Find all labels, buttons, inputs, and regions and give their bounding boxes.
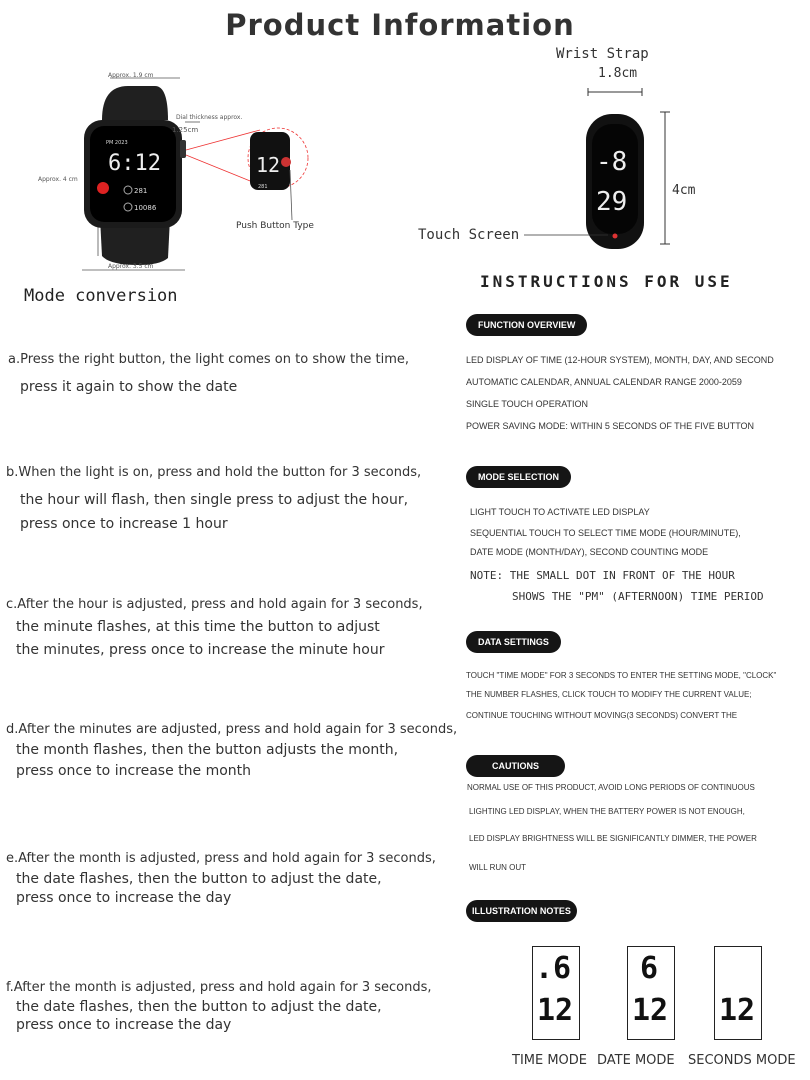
dim-bottom-label: Approx. 3.5 cm [108,263,154,270]
dim-top-label: Approx. 1.9 cm [108,72,154,79]
function-line-4: POWER SAVING MODE: WITHIN 5 SECONDS OF THE FIVE BUTTON [466,421,755,431]
mode-conversion-title: Mode conversion [24,286,178,306]
step-e [6,851,436,906]
push-button-label: Push Button Type [236,221,314,231]
step-c-line3: the minutes, press once to increase the minute hour [16,642,385,658]
band-height-label: 4cm [672,183,696,198]
step-e-line2: the date flashes, then the button to adjust the date, [16,871,382,887]
step-d-line3: press once to increase the month [16,763,252,779]
push-button-icon [281,157,291,167]
touch-screen-label: Touch Screen [418,227,520,243]
function-line-1: LED DISPLAY OF TIME (12-HOUR SYSTEM), MONTH, DAY, AND SECOND [466,355,774,365]
dim-left-label: Approx. 4 cm [38,176,78,183]
mode-label-date: DATE MODE [597,1053,675,1068]
step-c-line2: the minute flashes, at this time the button to adjust [16,619,380,635]
step-a-line2: press it again to show the date [20,379,238,395]
step-b [6,465,421,532]
watch-stat-2: 10086 [134,204,157,212]
caution-line-4: WILL RUN OUT [469,863,527,872]
caution-line-2: LIGHTING LED DISPLAY, WHEN THE BATTERY POWER IS NOT ENOUGH, [469,807,745,816]
step-b-line2: the hour will flash, then single press to adjust the hour, [20,492,409,508]
step-f [6,980,432,1033]
step-f-line2: the date flashes, then the button to adjust the date, [16,999,382,1015]
step-c [6,597,423,658]
step-d-line1: d.After the minutes are adjusted, press and hold again for 3 seconds, [6,722,458,737]
step-b-line3: press once to increase 1 hour [20,516,228,532]
band-digits-bottom: 29 [596,187,628,217]
seconds-mode-bottom: 12 [719,993,756,1028]
data-line-3: CONTINUE TOUCHING WITHOUT MOVING(3 SECONDS) CONVERT THE [466,711,738,720]
band-digits-top: -8 [596,147,628,177]
step-f-line1: f.After the month is adjusted, press and hold again for 3 seconds, [6,980,432,995]
mode-selection-badge: MODE SELECTION [466,466,571,488]
mode-label-time: TIME MODE [512,1053,588,1068]
function-line-2: AUTOMATIC CALENDAR, ANNUAL CALENDAR RANGE 2000-2059 [466,377,742,387]
smartwatch-illustration [30,60,370,280]
watch-stat-1: 281 [134,187,148,195]
data-line-2: THE NUMBER FLASHES, CLICK TOUCH TO MODIFY THE CURRENT VALUE; [466,690,752,699]
step-a [8,352,409,395]
zoom-digits: 12 [256,153,281,177]
strap-width-label: 1.8cm [598,66,638,81]
instructions-title: INSTRUCTIONS FOR USE [480,272,733,291]
data-line-1: TOUCH "TIME MODE" FOR 3 SECONDS TO ENTER THE SETTING MODE, "CLOCK" [466,671,777,680]
page-title: Product Information [225,8,575,42]
dial-thickness-value: 1.25cm [172,126,199,134]
band-illustration [520,84,680,264]
mode-note-1: NOTE: THE SMALL DOT IN FRONT OF THE HOUR [470,569,735,582]
step-b-line1: b.When the light is on, press and hold the button for 3 seconds, [6,465,422,480]
heart-icon [97,182,109,194]
caution-line-1: NORMAL USE OF THIS PRODUCT, AVOID LONG PERIODS OF CONTINUOUS [467,783,755,792]
function-overview-badge: FUNCTION OVERVIEW [466,314,587,336]
seconds-mode-display [714,946,762,1040]
time-mode-top: .6 [535,951,572,986]
mode-line-3: DATE MODE (MONTH/DAY), SECOND COUNTING MODE [470,547,709,557]
step-a-line1: a.Press the right button, the light comes on to show the time, [8,352,410,367]
step-e-line3: press once to increase the day [16,890,232,906]
mode-label-seconds: SECONDS MODE [688,1053,796,1068]
mode-line-1: LIGHT TOUCH TO ACTIVATE LED DISPLAY [470,507,650,517]
step-d-line2: the month flashes, then the button adjusts the month, [16,742,399,758]
mode-line-2: SEQUENTIAL TOUCH TO SELECT TIME MODE (HOUR/MINUTE), [470,528,741,538]
dial-thickness-label: Dial thickness approx. [176,114,243,121]
mode-note-2: SHOWS THE "PM" (AFTERNOON) TIME PERIOD [512,590,764,603]
step-c-line1: c.After the hour is adjusted, press and hold again for 3 seconds, [6,597,423,612]
wrist-strap-label: Wrist Strap [556,46,649,62]
step-d [6,722,457,779]
cautions-badge: CAUTIONS [466,755,565,777]
time-mode-display [532,946,580,1040]
step-f-line3: press once to increase the day [16,1017,232,1033]
date-mode-display [627,946,675,1040]
watch-pm-label: PM 2023 [106,140,128,146]
time-mode-bottom: 12 [537,993,574,1028]
data-settings-badge: DATA SETTINGS [466,631,561,653]
caution-line-3: LED DISPLAY BRIGHTNESS WILL BE SIGNIFICANTLY DIMMER, THE POWER [469,834,757,843]
date-mode-top: 6 [640,951,659,986]
step-e-line1: e.After the month is adjusted, press and hold again for 3 seconds, [6,851,436,866]
illustration-notes-badge: ILLUSTRATION NOTES [466,900,577,922]
watch-time-display: 6:12 [108,151,161,176]
function-line-3: SINGLE TOUCH OPERATION [466,399,589,409]
zoom-stat: 281 [258,184,268,190]
date-mode-bottom: 12 [632,993,669,1028]
touch-dot-icon [613,234,618,239]
